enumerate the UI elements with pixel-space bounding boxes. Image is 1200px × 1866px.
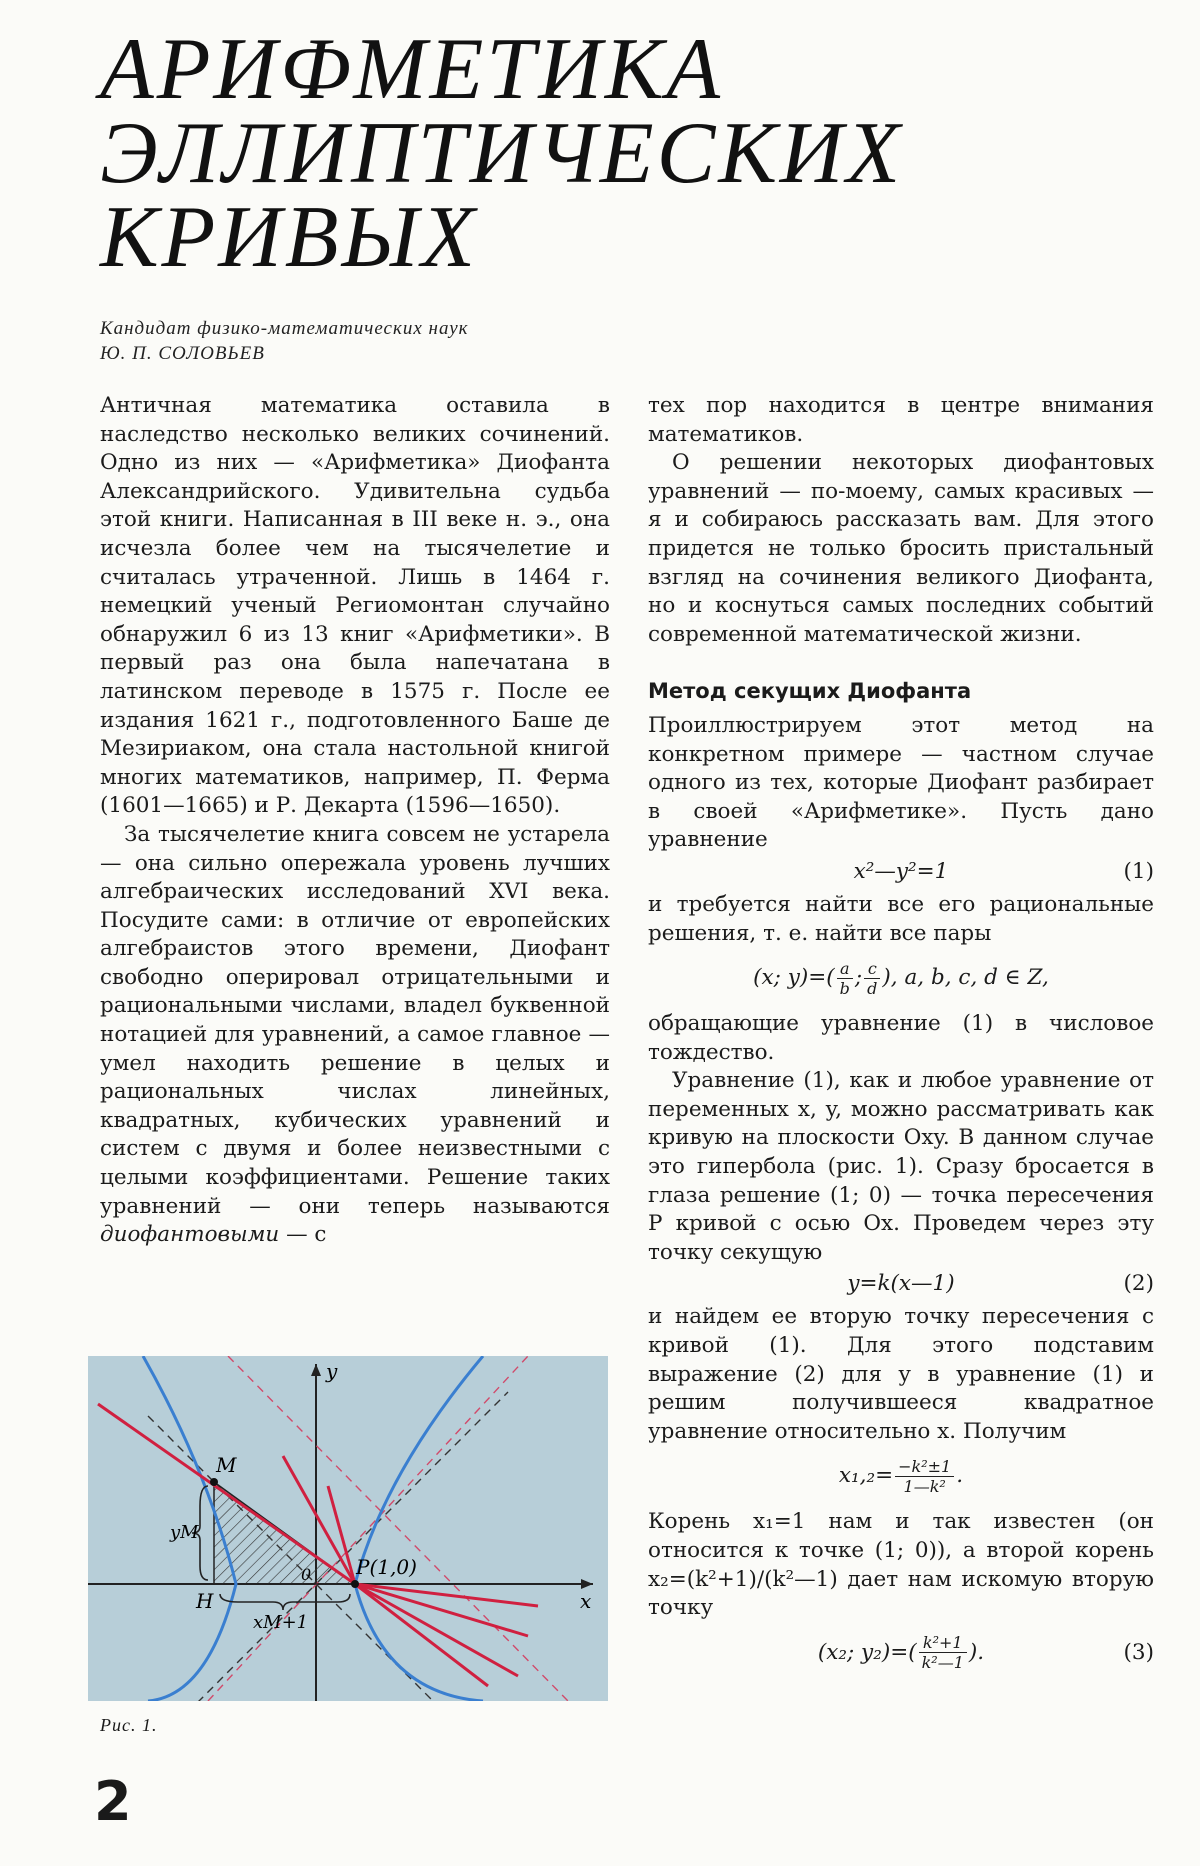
label-y: y <box>326 1359 338 1383</box>
label-origin: 0 <box>301 1565 312 1584</box>
paragraph-identity: обращающие уравнение (1) в числовое тождество. <box>648 1011 1154 1065</box>
equation-pairs <box>648 950 1154 1006</box>
paragraph-second-root: Корень x₁=1 нам и так известен (он относится к точке (1; 0)), а второй корень x₂=(k²+1)/(k²—1) дает нам искомую вторую точку <box>648 1509 1154 1621</box>
paragraph-diophantus-text: За тысячелетие книга совсем не устарела — она сильно опережала уровень лучших алгебраических исследований XVI века. Посудите сами: в отличие от европейских алгебраистов этого времени, Диофант свободно оперировал отрицательными и рациональными числами, владел буквенной нотацией для уравнений, а самое главное — умел находить решение в целых и рациональных числах линейных, квадратных, кубических уравнений и систем с двумя и более неизвестными с целыми коэффициентами. Решение таких уравнений — они теперь называются <box>100 821 610 1219</box>
secant-line-5 <box>355 1584 518 1676</box>
figure-caption: Рис. 1. <box>100 1715 158 1735</box>
equation-1-number: (1) <box>1123 858 1154 884</box>
fraction-c-d <box>864 959 880 998</box>
equation-roots <box>648 1448 1154 1504</box>
paragraph-intersection: и найдем ее вторую точку пересечения с кривой (1). Для этого подставим выражение (2) для y в уравнение (1) и решим получившееся квадратное уравнение относительно x. Получим <box>648 1304 1154 1444</box>
fraction-roots-den: 1—k² <box>903 1476 946 1496</box>
equation-roots-left: x₁,₂= <box>838 1463 894 1489</box>
fraction-eq3-den: k²—1 <box>921 1653 964 1673</box>
paragraph-method: Проиллюстрируем этот метод на конкретном примере — частном случае одного из тех, которые Диофант разбирает в своей «Арифметике». Пусть дано уравнение <box>648 712 1154 853</box>
secant-line-7 <box>355 1584 538 1606</box>
page-number: 2 <box>94 1770 132 1833</box>
hyperbola-diagram <box>88 1356 608 1701</box>
paragraph-rational: и требуется найти все его рациональные решения, т. е. найти все пары <box>648 891 1154 946</box>
paragraph-continuation: тех пор находится в центре внимания математиков. <box>648 393 1154 447</box>
y-axis-arrow <box>311 1364 321 1376</box>
label-M: M <box>216 1453 237 1477</box>
asymptote-2 <box>148 1392 508 1701</box>
author-name: Ю. П. СОЛОВЬЕВ <box>100 343 265 364</box>
equation-pairs-left: (x; y)=( <box>753 965 835 991</box>
equation-3-number: (3) <box>1123 1639 1154 1665</box>
left-column <box>100 392 610 1250</box>
x-axis-arrow <box>581 1579 593 1589</box>
fraction-d: d <box>867 978 878 998</box>
paragraph-diophantus <box>100 821 610 1250</box>
article-title <box>100 21 904 286</box>
figure-hyperbola <box>88 1356 608 1701</box>
point-M <box>210 1478 218 1486</box>
equation-1-body: x²—y²=1 <box>853 858 949 884</box>
paragraph-intro: Античная математика оставила в наследство несколько великих сочинений. Одно из них — «Арифметика» Диофанта Александрийского. Удивительна судьба этой книги. Написанная в III веке н. э., она исчезла более чем на тысячелетие и считалась утраченной. Лишь в 1464 г. немецкий ученый Региомонтан случайно обнаружил 6 из 13 книг «Арифметики». В первый раз она была напечатана в латинском переводе в 1575 г. После ее издания 1621 г., подготовленного Баше де Мезириаком, она стала настольной книгой многих математиков, например, П. Ферма (1601—1665) и Р. Декарта (1596—1650). <box>100 393 610 819</box>
equation-roots-end: . <box>956 1463 964 1489</box>
fraction-a: a <box>837 959 853 979</box>
section-heading: Метод секущих Диофанта <box>648 679 972 704</box>
fraction-b: b <box>839 978 850 998</box>
equation-2-body: y=k(x—1) <box>847 1271 955 1297</box>
label-yM: yM <box>170 1522 199 1543</box>
right-column <box>648 392 1154 1685</box>
paragraph-purpose: О решении некоторых диофантовых уравнений — по-моему, самых красивых — я и собираюсь рассказать вам. Для этого придется не только бросить пристальный взгляд на сочинения великого Диофанта, но и коснуться самых последних событий современной математической жизни. <box>648 450 1154 647</box>
equation-1 <box>648 857 1154 887</box>
label-H: H <box>196 1589 214 1613</box>
author-degree: Кандидат физико-математических наук <box>100 318 469 339</box>
title-line-1: АРИФМЕТИКА <box>100 21 724 118</box>
diophantine-term: диофантовыми <box>100 1222 280 1248</box>
fraction-c: c <box>864 959 880 979</box>
point-P <box>351 1580 359 1588</box>
label-P: P(1,0) <box>356 1555 417 1579</box>
fraction-roots-num: −k²±1 <box>895 1457 954 1477</box>
equation-pairs-sep: ; <box>854 965 863 991</box>
equation-2-number: (2) <box>1123 1271 1154 1297</box>
byline <box>100 316 469 366</box>
fraction-roots <box>895 1457 954 1496</box>
brace-xM1 <box>220 1594 350 1610</box>
equation-3 <box>648 1625 1154 1681</box>
label-x: x <box>580 1589 592 1613</box>
equation-2 <box>648 1269 1154 1299</box>
fraction-a-b <box>837 959 853 998</box>
equation-3-left: (x₂; y₂)=( <box>817 1639 917 1665</box>
equation-3-right: ). <box>968 1639 985 1665</box>
label-xM1: xM+1 <box>253 1612 309 1633</box>
secant-line-4 <box>355 1584 528 1636</box>
hyperbola-right-branch <box>355 1356 483 1701</box>
title-line-3: КРИВЫХ <box>100 189 478 286</box>
equation-pairs-right: ), a, b, c, d ∈ Z, <box>882 965 1049 991</box>
fraction-eq3 <box>919 1633 967 1672</box>
title-line-2: ЭЛЛИПТИЧЕСКИХ <box>100 105 904 202</box>
paragraph-hyperbola: Уравнение (1), как и любое уравнение от переменных x, y, можно рассматривать как кривую на плоскости Oxy. В данном случае это гипербола (рис. 1). Сразу бросается в глаза решение (1; 0) — точка пересечения P кривой с осью Ox. Проведем через эту точку секущую <box>648 1068 1154 1265</box>
fraction-eq3-num: k²+1 <box>919 1633 967 1653</box>
paragraph-diophantus-end: — с <box>279 1222 327 1248</box>
